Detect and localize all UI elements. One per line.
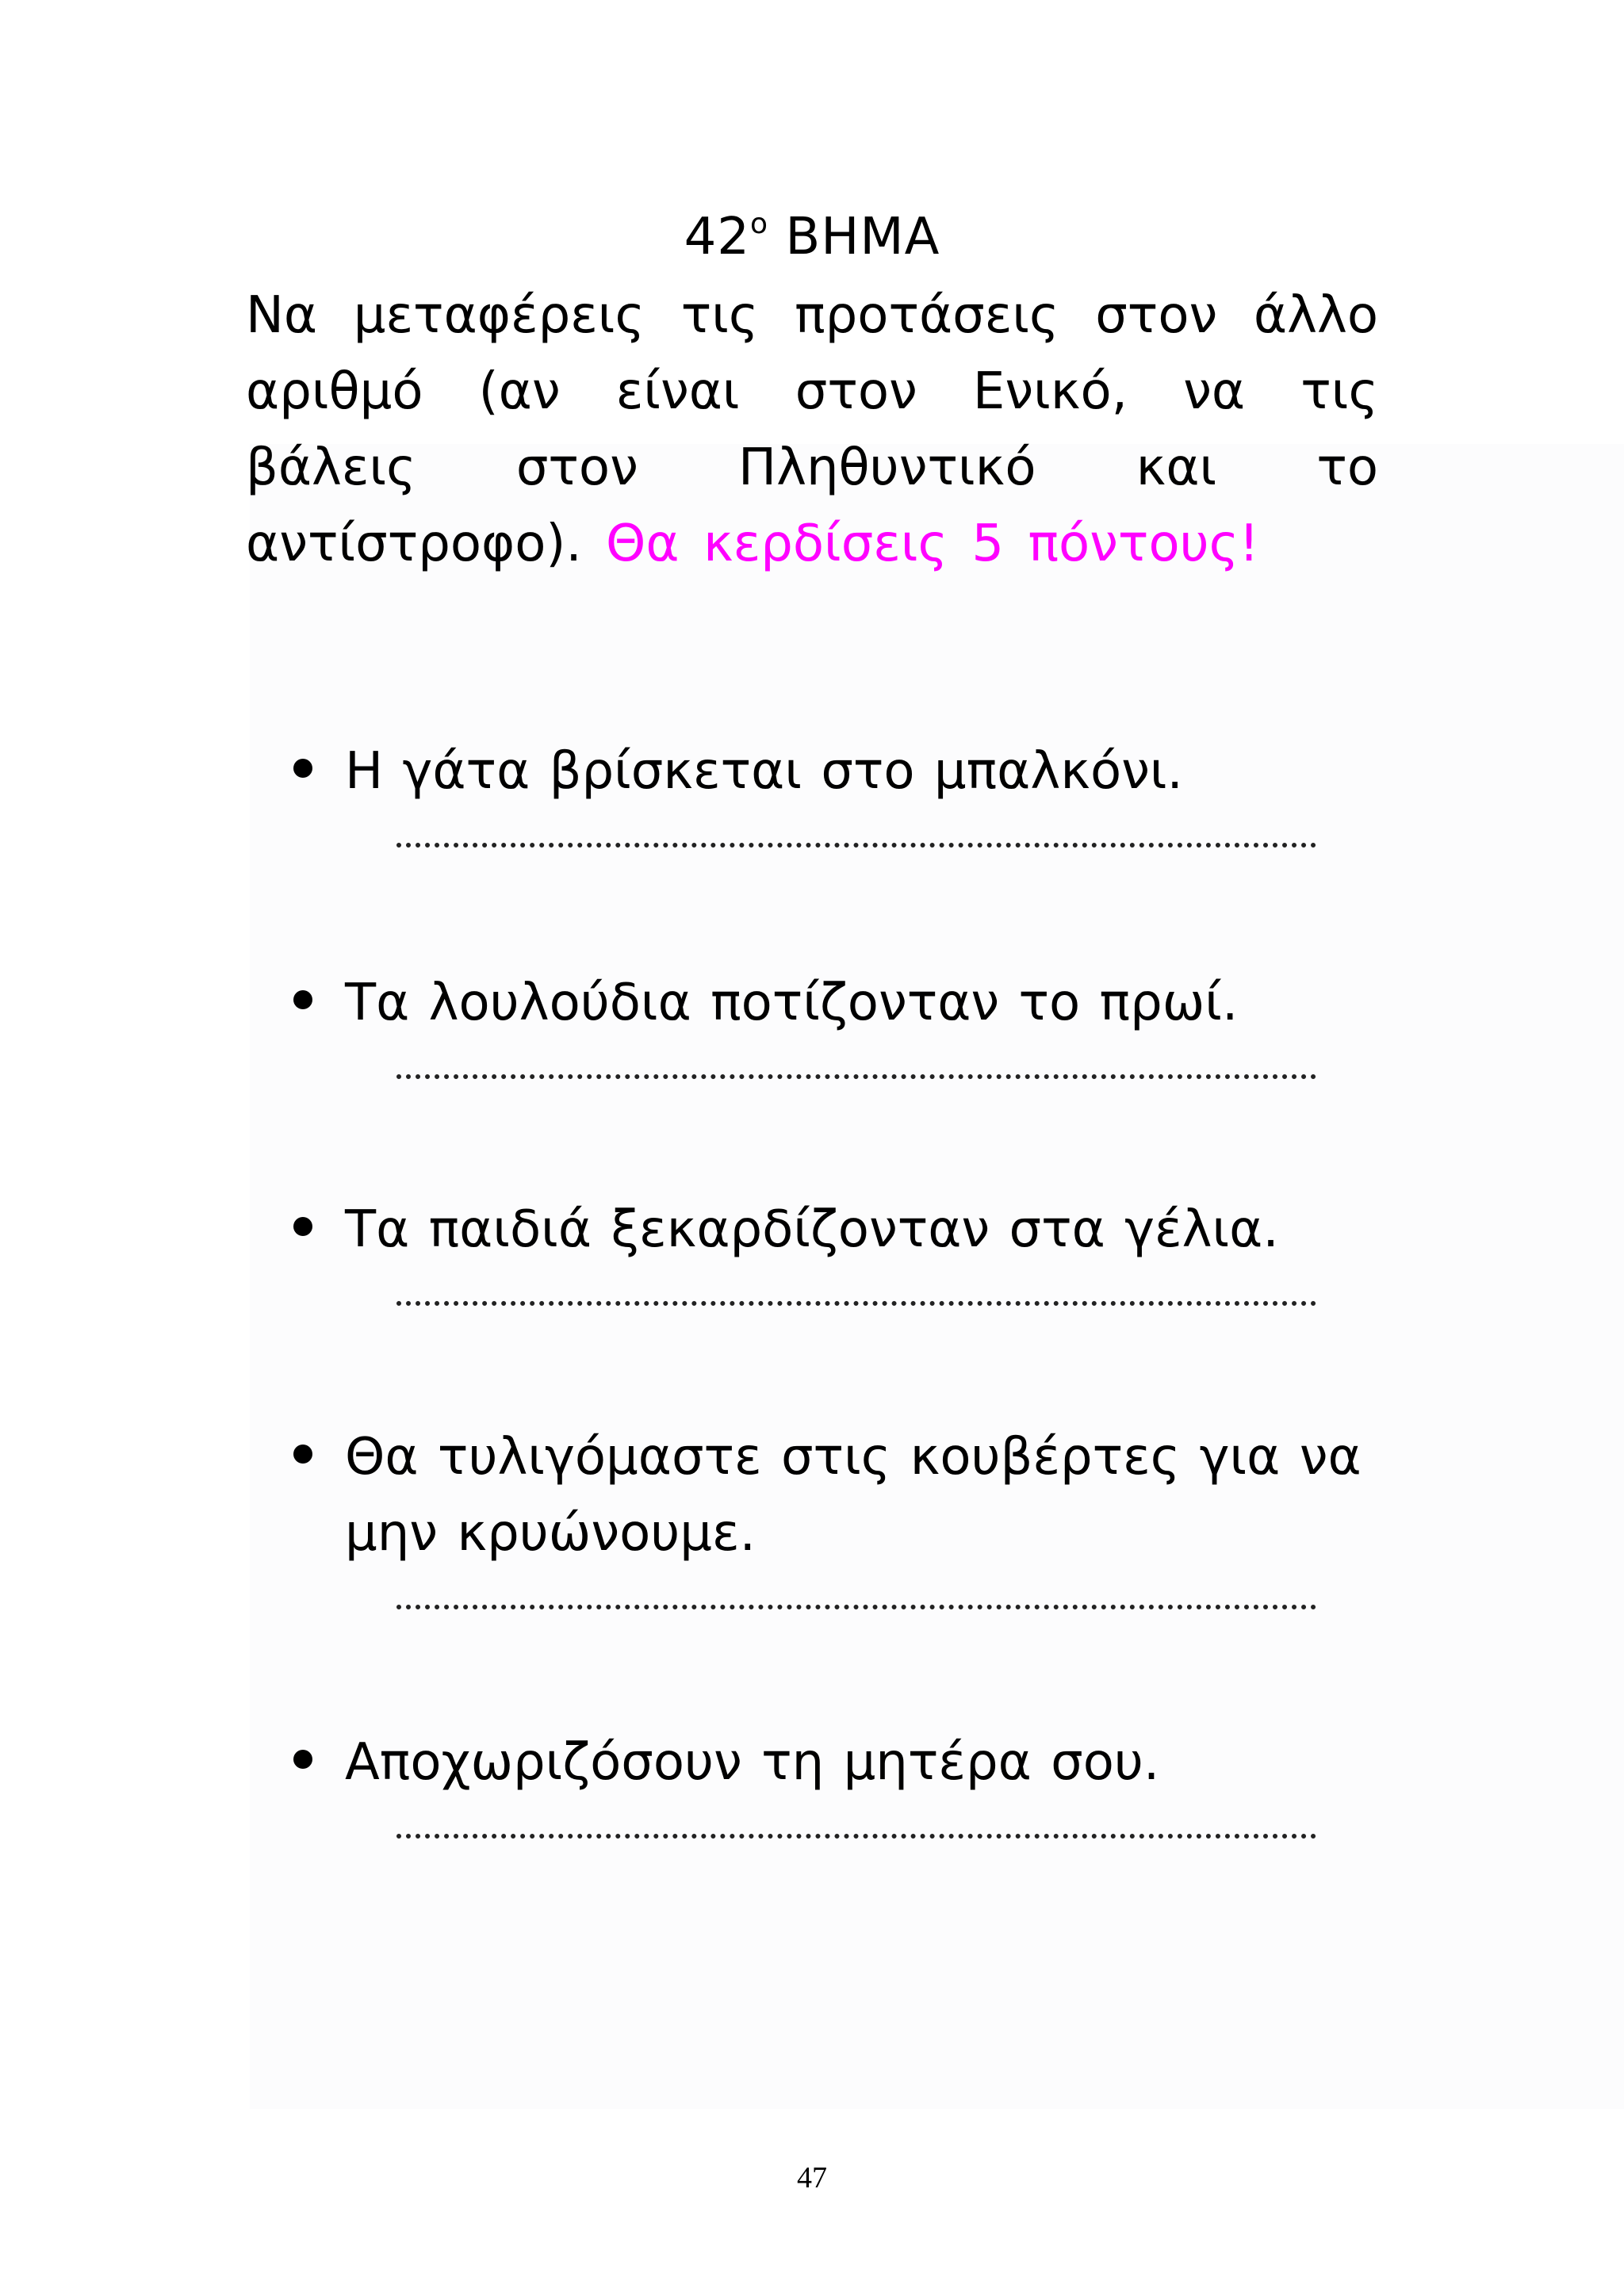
bullet-icon bbox=[293, 990, 312, 1009]
page-number: 47 bbox=[797, 2161, 827, 2195]
step-label: ΒΗΜΑ bbox=[785, 208, 940, 266]
exercise-item bbox=[293, 965, 1388, 1079]
exercise-item bbox=[293, 1419, 1388, 1609]
exercise-sentence: Τα παιδιά ξεκαρδίζονταν στα γέλια. bbox=[345, 1200, 1279, 1259]
exercise-item bbox=[293, 1724, 1388, 1839]
answer-line[interactable] bbox=[396, 809, 1316, 848]
answer-line[interactable] bbox=[396, 1041, 1316, 1079]
step-ordinal-suffix: ο bbox=[750, 208, 769, 240]
bullet-icon bbox=[293, 759, 312, 778]
answer-line[interactable] bbox=[396, 1800, 1316, 1839]
answer-line[interactable] bbox=[396, 1268, 1316, 1306]
reward-text: Θα κερδίσεις 5 πόντους! bbox=[606, 515, 1259, 573]
answer-line[interactable] bbox=[396, 1571, 1316, 1609]
exercise-sentence: Θα τυλιγόμαστε στις κουβέρτες για να μην κρυώνουμε. bbox=[345, 1428, 1362, 1563]
instructions-paragraph bbox=[246, 277, 1378, 582]
exercise-item bbox=[293, 733, 1388, 848]
exercise-sentence: Αποχωριζόσουν τη μητέρα σου. bbox=[345, 1733, 1160, 1792]
exercise-sentence: Τα λουλούδια ποτίζονταν το πρωί. bbox=[345, 974, 1239, 1032]
bullet-icon bbox=[293, 1750, 312, 1769]
bullet-icon bbox=[293, 1445, 312, 1464]
instructions-text: Να μεταφέρεις τις προτάσεις στον άλλο αριθμό (αν είναι στον Ενικό, να τις βάλεις στον Πληθυντικό και το αντίστροφο). bbox=[246, 286, 1378, 573]
step-number: 42 bbox=[684, 208, 751, 266]
page-title bbox=[0, 202, 1624, 272]
bullet-icon bbox=[293, 1217, 312, 1236]
exercise-item bbox=[293, 1192, 1388, 1306]
exercise-sentence: Η γάτα βρίσκεται στο μπαλκόνι. bbox=[345, 742, 1183, 801]
